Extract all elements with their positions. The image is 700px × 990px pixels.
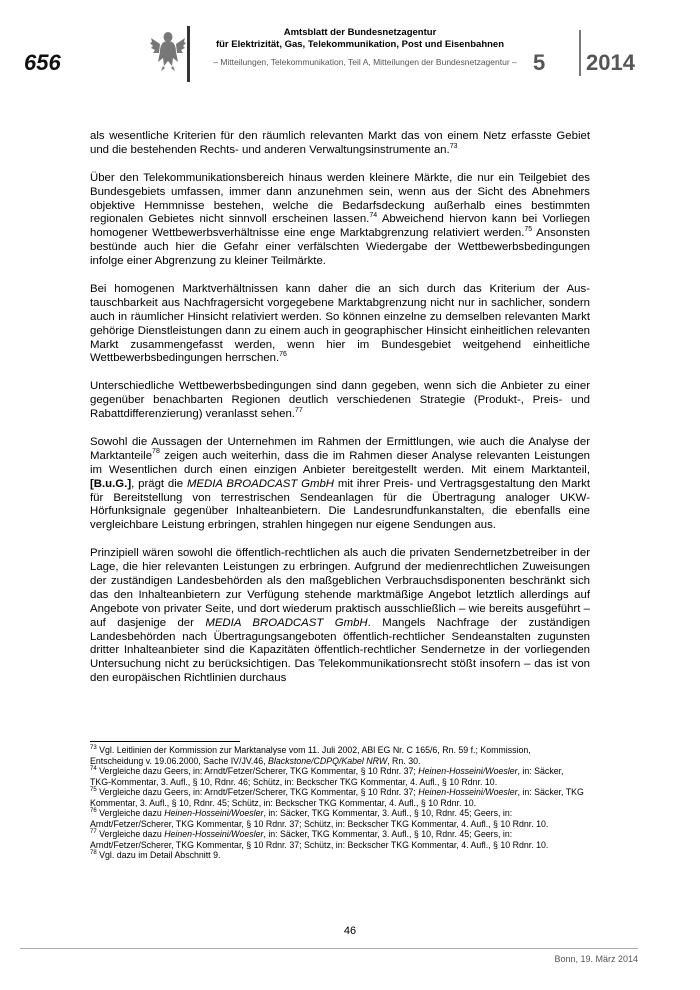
footnote-italic: Heinen-Hosseini/Woesler [164, 808, 264, 818]
header-divider [187, 26, 190, 82]
footnote-text: Vergleiche dazu Geers, in: Arndt/Fetzer/Scherer, TKG Kommentar, § 10 Rdnr. 37; [99, 787, 419, 797]
footnote-ref: 76 [279, 351, 287, 359]
body-text [90, 130, 590, 700]
journal-subtitle: – Mitteilungen, Telekommunikation, Teil A, Mitteilungen der Bundesnetzagentur – [213, 57, 517, 67]
footnote-text: Vgl. dazu im Detail Abschnitt 9. [99, 850, 221, 860]
footnote-italic: Heinen-Hosseini/Woesler [164, 829, 264, 839]
confidential-marker: [B.u.G.] [90, 477, 132, 490]
paragraph-text: mit ihrer Preis- und Vertragsgestaltung den Markt für Bereitstellung von terrestrischen Sendeanlagen für die Übertragung analoger UKW-Hörfunksignale gegenüber Inhalteanbietern. Die Landesrundfunkanstalten, die ebenfalls eine vergleichbare Leistung erbringen, strahlen hingegen nur eigene Sendungen aus. [90, 477, 591, 532]
footnote-italic: Blackstone/CDPQ/Kabel NRW [268, 755, 388, 766]
issue-number: 5 [533, 50, 546, 75]
company-name: MEDIA BROADCAST GmbH [186, 477, 335, 490]
footnote-text: Vergleiche dazu [99, 829, 165, 839]
paragraph [90, 283, 590, 366]
footnote-ref: 78 [152, 448, 160, 456]
publication-date: Bonn, 19. März 2014 [554, 954, 638, 964]
issue-year: 2014 [586, 50, 635, 75]
footnote-ref: 75 [524, 226, 533, 234]
footnote-number: 74 [90, 766, 97, 773]
footnote [90, 829, 585, 850]
paragraph-text: Sowohl die Aussagen der Unternehmen im Rahmen der Ermittlungen, wie auch die Analyse der Marktanteile [90, 435, 590, 462]
footnote [90, 787, 585, 808]
footnote-ref: 77 [294, 406, 303, 414]
paragraph [90, 380, 590, 422]
paragraph-text: zeigen auch weiterhin, dass die im Rahmen dieser Analyse relevanten Leistungen im Wesentlichen durch einen einzigen Anbieter bereitgestellt werden. Mit einem Marktanteil, [90, 449, 590, 476]
footnote-text: , in: Säcker, TKG Kommentar, 3. Aufl., § 10, Rdnr. 45; Geers, in: Arndt/Fetzer/Scherer, TKG Kommentar, § 10 Rdnr. 37; Schütz, in: Beckscher TKG Kommentar, 4. Aufl., § 10 Rdnr. 10. [90, 829, 549, 850]
footnote-italic: Heinen-Hosseini/Woesler [418, 787, 518, 797]
paragraph [90, 436, 590, 533]
folio-number: 46 [343, 925, 357, 937]
paragraph-text: Unterschiedliche Wettbewerbsbedingungen sind dann gegeben, wenn sich die Anbieter zu einer gegenüber benachbarten Regionen deutlich verschiedenen Strategie (Produkt-, Preis- und Rabattdifferenzierung) veranlasst sehen. [90, 380, 590, 421]
footnote [90, 766, 585, 787]
paragraph [90, 130, 590, 158]
footnote [90, 745, 585, 766]
footnote-text: Vergleiche dazu [99, 808, 165, 818]
paragraph-text: . Mangels Nachfrage der zuständigen Landesbehörden nach Übertragungsangeboten öffentlich-rechtlicher Sendeanstalten zugunsten dritter Inhalteanbieter sind die Kapazitäten öffentlich-rechtlicher Sendernetze in der vorliegenden Untersuchung nicht zu berücksichtigen. Das Telekommunikationsrecht stößt insofern – das ist von den europäischen Richtlinien durchaus [90, 616, 591, 685]
paragraph-text: als wesentliche Kriterien für den räumlich relevanten Markt das von einem Netz erfasste Gebiet und die bestehenden Rechts- und anderen Verwaltungsinstrumente an. [90, 130, 590, 156]
page-number: 656 [24, 50, 61, 75]
paragraph-text: Prinzipiell wären sowohl die öffentlich-rechtlichen als auch die privaten Sendernetzbetreiber in der Lage, die hier relevanten Leistungen zu erbringen. Aufgrund der medienrechtlichen Zuweisungen der zuständigen Landesbehörden als den maßgeblichen Verbrauchsdisponenten beschränkt sich das den Inhalteanbietern zur Verfügung stehende marktmäßige Angebot letztlich allerdings auf Angebote von privater Seite, und dort wiederum praktisch ausschließlich – wie bereits ausgeführt – auf dasjenige der [90, 547, 590, 629]
journal-title-line2: für Elektrizität, Gas, Telekommunikation, Post und Eisenbahnen [215, 39, 505, 50]
footnote-text: , in: Säcker, TKG Kommentar, 3. Aufl., § 10, Rdnr. 45; Geers, in: Arndt/Fetzer/Scherer, TKG Kommentar, § 10 Rdnr. 37; Schütz, in: Beckscher TKG Kommentar, 4. Aufl., § 10 Rdnr. 10. [90, 808, 549, 829]
footer-divider [20, 948, 638, 949]
paragraph-text: Ansonsten bestünde auch hier die Gefahr einer verfälschten Wiedergabe der Wettbewerbsbedingungen infolge einer Abgrenzung zu kleiner Teilmärkte. [90, 227, 590, 268]
footnote [90, 808, 585, 829]
paragraph-text: Abweichend hiervon kann bei Vorliegen homogener Wettbewerbsverhältnisse eine enge Marktabgrenzung relativiert werden. [90, 213, 590, 240]
footnote-text: , in: Säcker, TKG Kommentar, 3. Aufl., § 10, Rdnr. 45; Schütz, in: Beckscher TKG Kommentar, 4. Aufl., § 10 Rdnr. 10. [90, 787, 584, 808]
journal-title-line1: Amtsblatt der Bundesnetzagentur [283, 27, 437, 38]
footnote-separator [90, 741, 240, 742]
footnotes [90, 745, 585, 861]
footnote-text: Vergleiche dazu Geers, in: Arndt/Fetzer/Scherer, TKG Kommentar, § 10 Rdnr. 37; [99, 766, 419, 776]
footnote [90, 850, 585, 861]
issue-divider [579, 30, 581, 76]
footnote-text: , in: Säcker, TKG-Kommentar, 3. Aufl., § 10, Rdnr. 46; Schütz, in: Beckscher TKG Kommentar, 4. Aufl., § 10 Rdnr. 10. [90, 766, 564, 787]
paragraph-text: Über den Telekommunikationsbereich hinaus werden kleinere Märkte, die nur ein Teilgebiet des Bundesgebiets umfassen, immer dann anzunehmen sein, wenn aus der Sicht des Abnehmers objektive Hemmnisse bestehen, welche die Bedarfsdeckung außerhalb eines bestimmten regionalen Gebietes nicht sinnvoll erscheinen lassen. [90, 171, 590, 226]
footnote-number: 75 [90, 787, 97, 794]
footnote-ref: 74 [369, 212, 378, 220]
journal-title [200, 27, 520, 51]
footnote-text: , Rn. 30. [387, 755, 421, 766]
footnote-number: 78 [90, 850, 97, 857]
footnote-italic: Heinen-Hosseini/Woesler [418, 766, 518, 776]
paragraph-text: , prägt die [131, 477, 187, 490]
footnote-number: 76 [90, 808, 97, 815]
federal-eagle-icon [150, 28, 186, 72]
paragraph-text: Bei homogenen Marktverhältnissen kann daher die an sich durch das Kriterium der Austauschbarkeit aus Nachfragersicht vorgegebene Marktabgrenzung nicht nur in sachlicher, sondern auch in räumlicher Hinsicht relativiert werden. So können einzelne zu demselben relevanten Markt gehörige Dienstleistungen dann zu einem auch in geographischer Hinsicht einheitlichen relevanten Markt zusammengefasst werden, wenn hier im Bundesgebiet weitgehend einheitliche Wettbewerbsbedingungen herrschen. [90, 282, 590, 365]
company-name: MEDIA BROADCAST GmbH [205, 616, 368, 629]
footnote-text: Vgl. Leitlinien der Kommission zur Marktanalyse vom 11. Juli 2002, ABl EG Nr. C 165/6, Rn. 59 f.; Kommission, Entscheidung v. 19.06.2000, Sache IV/JV.46, [90, 745, 531, 766]
footnote-ref: 73 [449, 142, 458, 150]
paragraph [90, 172, 590, 269]
footnote-number: 73 [90, 745, 97, 752]
footnote-number: 77 [90, 829, 97, 836]
paragraph [90, 547, 590, 686]
